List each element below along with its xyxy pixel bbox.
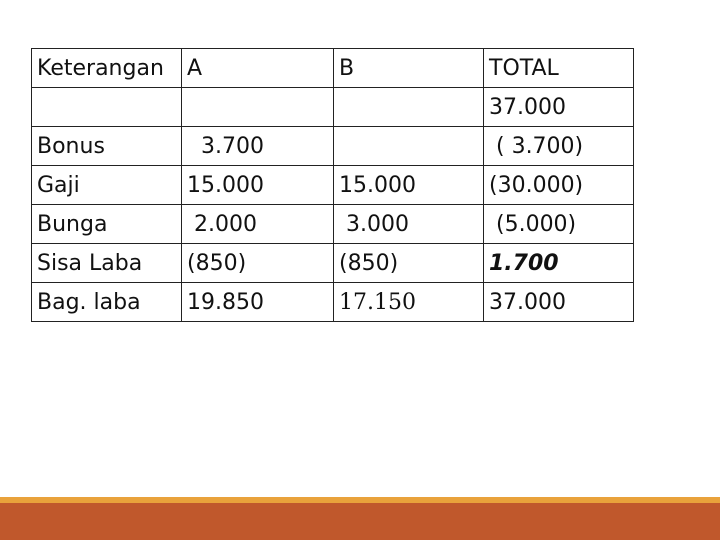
cell-a: 2.000 (182, 205, 334, 244)
cell-total: ( 3.700) (484, 127, 634, 166)
cell-total: 1.700 (484, 244, 634, 283)
cell-total: (30.000) (484, 166, 634, 205)
cell-a: 3.700 (182, 127, 334, 166)
header-total: TOTAL (484, 49, 634, 88)
cell-b: (850) (334, 244, 484, 283)
table-row (32, 244, 634, 283)
cell-total: 37.000 (484, 283, 634, 322)
footer-bar (0, 503, 720, 540)
cell-keterangan: Sisa Laba (32, 244, 182, 283)
cell-a: 15.000 (182, 166, 334, 205)
cell-keterangan: Gaji (32, 166, 182, 205)
table-header-row (32, 49, 634, 88)
cell-b (334, 127, 484, 166)
table-row (32, 283, 634, 322)
table-row (32, 127, 634, 166)
header-a: A (182, 49, 334, 88)
table-row (32, 205, 634, 244)
cell-keterangan: Bunga (32, 205, 182, 244)
header-keterangan: Keterangan (32, 49, 182, 88)
cell-keterangan: Bag. laba (32, 283, 182, 322)
cell-a: 19.850 (182, 283, 334, 322)
cell-b: 3.000 (334, 205, 484, 244)
profit-sharing-table (31, 48, 634, 322)
cell-total: 37.000 (484, 88, 634, 127)
table-row (32, 166, 634, 205)
cell-a (182, 88, 334, 127)
cell-total: (5.000) (484, 205, 634, 244)
table-row (32, 88, 634, 127)
cell-a: (850) (182, 244, 334, 283)
cell-keterangan (32, 88, 182, 127)
cell-b (334, 88, 484, 127)
header-b: B (334, 49, 484, 88)
cell-b: 17.150 (334, 283, 484, 322)
cell-keterangan: Bonus (32, 127, 182, 166)
cell-b: 15.000 (334, 166, 484, 205)
